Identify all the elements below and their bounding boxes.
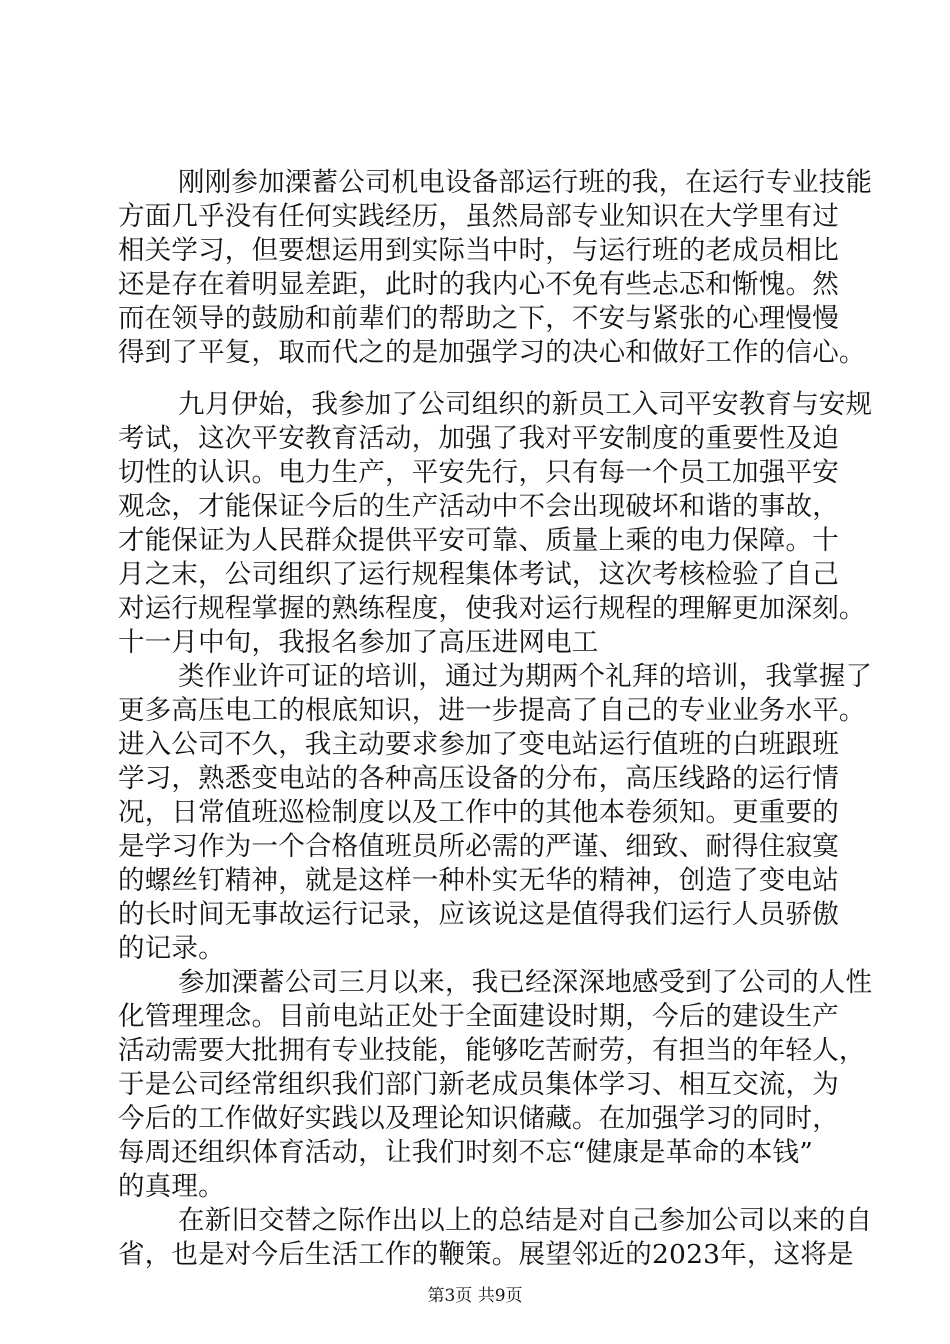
text-line: 的真理。: [118, 1171, 225, 1202]
text-line: 而在领导的鼓励和前辈们的帮助之下，不安与紧张的心理慢慢: [118, 303, 839, 334]
text-line: 相关学习，但要想运用到实际当中时，与运行班的老成员相比: [118, 235, 839, 266]
text-line: 刚刚参加溧蓄公司机电设备部运行班的我，在运行专业技能: [178, 167, 873, 198]
text-line: 九月伊始，我参加了公司组织的新员工入司平安教育与安规: [178, 389, 873, 420]
text-line: 切性的认识。电力生产，平安先行，只有每一个员工加强平安: [118, 457, 839, 488]
text-line: 活动需要大批拥有专业技能，能够吃苦耐劳，有担当的年轻人，: [118, 1035, 866, 1066]
text-line: 参加溧蓄公司三月以来，我已经深深地感受到了公司的人性: [178, 967, 873, 998]
text-line: 十一月中旬，我报名参加了高压进网电工: [118, 627, 599, 658]
text-line: 每周还组织体育活动，让我们时刻不忘“健康是革命的本钱”: [118, 1137, 813, 1168]
text-line: 于是公司经常组织我们部门新老成员集体学习、相互交流，为: [118, 1069, 839, 1100]
text-line: 学习，熟悉变电站的各种高压设备的分布，高压线路的运行情: [118, 763, 839, 794]
text-line: 是学习作为一个合格值班员所必需的严谨、细致、耐得住寂寞: [118, 831, 839, 862]
page-number-footer: 第3页 共9页: [427, 1286, 523, 1306]
text-line: 类作业许可证的培训，通过为期两个礼拜的培训，我掌握了: [178, 661, 873, 692]
text-line: 的记录。: [118, 933, 225, 964]
text-line: 方面几乎没有任何实践经历，虽然局部专业知识在大学里有过: [118, 201, 839, 232]
text-line: 化管理理念。目前电站正处于全面建设时期，今后的建设生产: [118, 1001, 839, 1032]
text-line: 在新旧交替之际作出以上的总结是对自己参加公司以来的自: [178, 1205, 873, 1236]
text-line: 月之末，公司组织了运行规程集体考试，这次考核检验了自己: [118, 559, 839, 590]
text-line: 考试，这次平安教育活动，加强了我对平安制度的重要性及迫: [118, 423, 839, 454]
text-line: 更多高压电工的根底知识，进一步提高了自己的专业业务水平。: [118, 695, 866, 726]
text-line: 况，日常值班巡检制度以及工作中的其他本卷须知。更重要的: [118, 797, 839, 828]
text-line: 省，也是对今后生活工作的鞭策。展望邻近的2023年，这将是: [118, 1239, 854, 1270]
text-line: 进入公司不久，我主动要求参加了变电站运行值班的白班跟班: [118, 729, 839, 760]
text-line: 得到了平复，取而代之的是加强学习的决心和做好工作的信心。: [118, 337, 866, 368]
text-line: 的螺丝钉精神，就是这样一种朴实无华的精神，创造了变电站: [118, 865, 839, 896]
text-line: 还是存在着明显差距，此时的我内心不免有些忐忑和惭愧。然: [118, 269, 839, 300]
text-line: 观念，才能保证今后的生产活动中不会出现破坏和谐的事故，: [118, 491, 839, 522]
text-line: 对运行规程掌握的熟练程度，使我对运行规程的理解更加深刻。: [118, 593, 866, 624]
text-line: 今后的工作做好实践以及理论知识储藏。在加强学习的同时，: [118, 1103, 839, 1134]
text-line: 的长时间无事故运行记录，应该说这是值得我们运行人员骄傲: [118, 899, 839, 930]
text-line: 才能保证为人民群众提供平安可靠、质量上乘的电力保障。十: [118, 525, 839, 556]
